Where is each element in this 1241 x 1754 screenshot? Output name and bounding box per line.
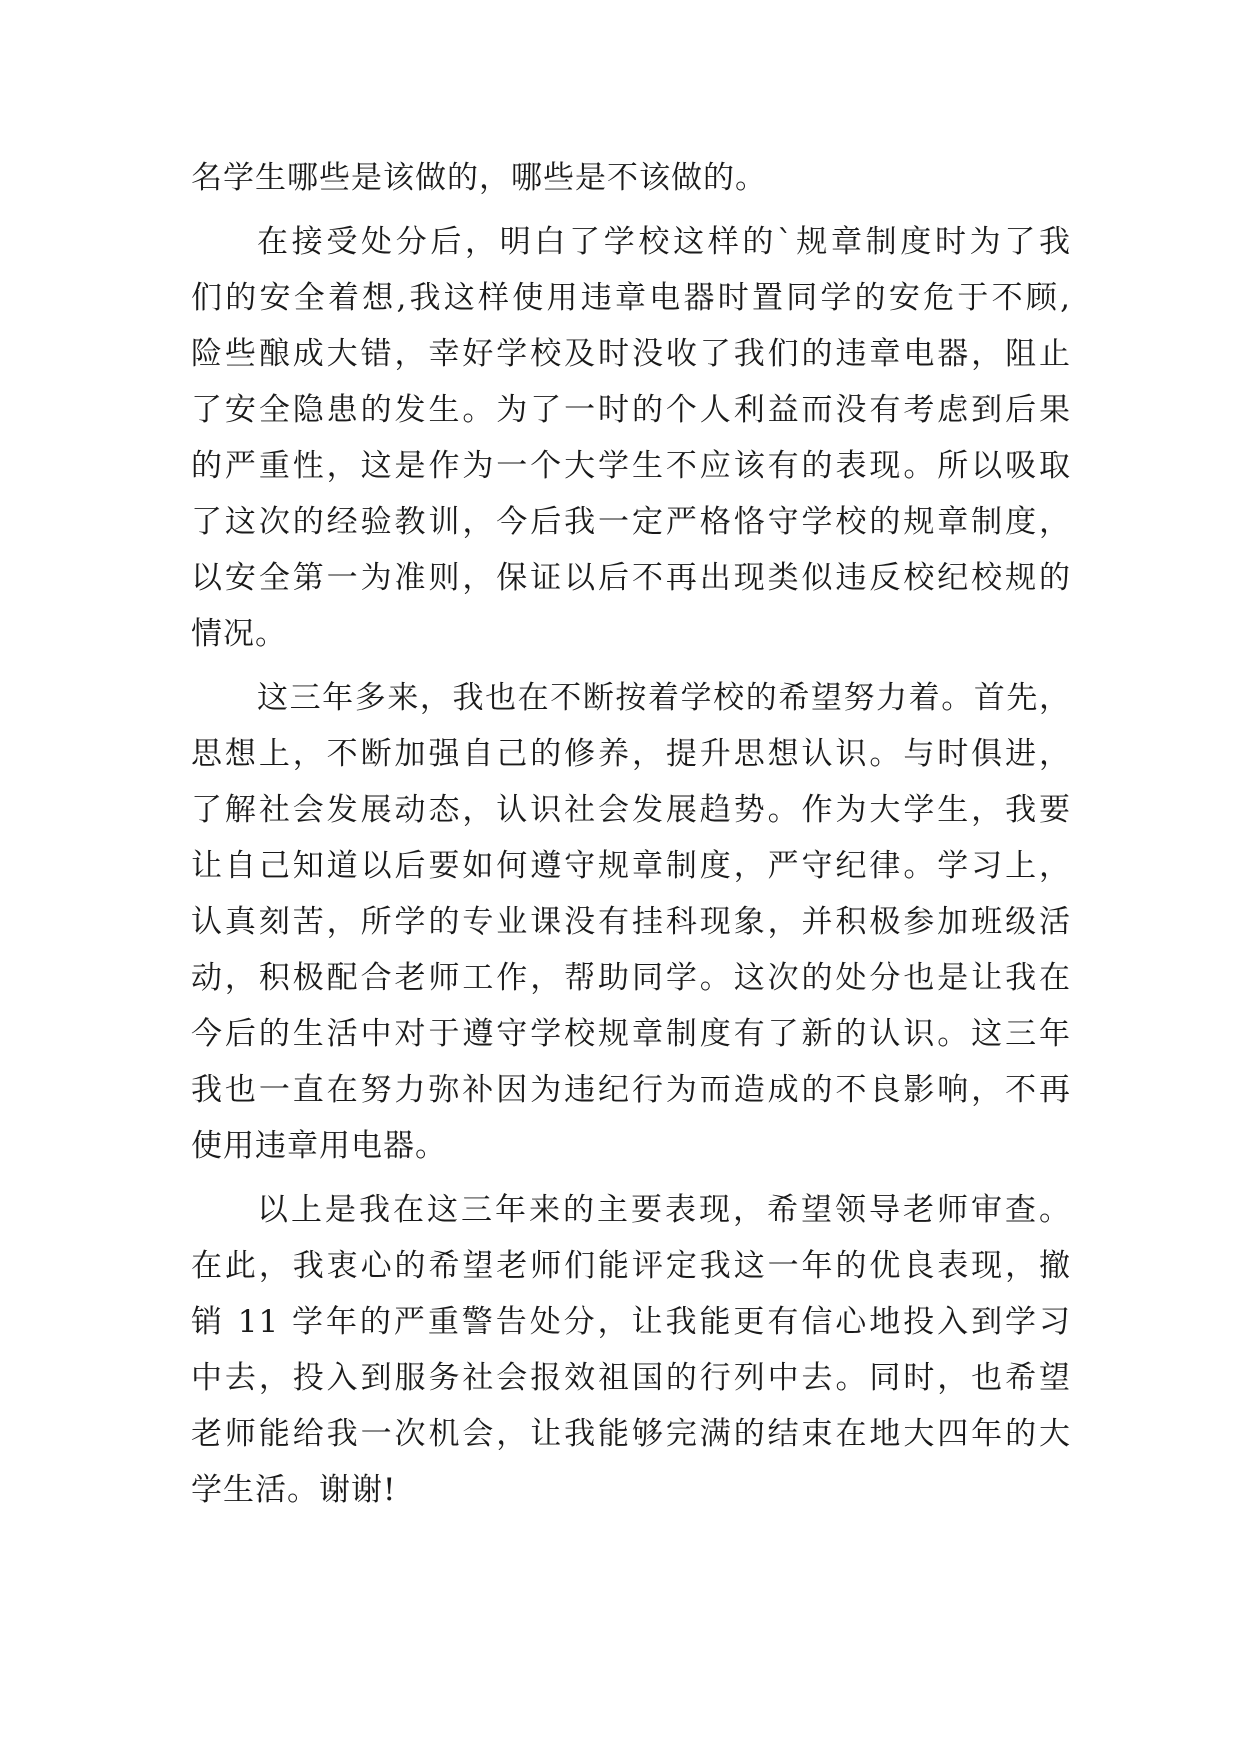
- text-line: 今后的生活中对于遵守学校规章制度有了新的认识。这三年: [191, 1016, 1071, 1052]
- text-line: 让自己知道以后要如何遵守规章制度，严守纪律。学习上，: [191, 848, 1071, 884]
- paragraph: [191, 1182, 1071, 1518]
- text-line: 以上是我在这三年来的主要表现，希望领导老师审查。: [257, 1192, 1071, 1228]
- text-line: 了这次的经验教训，今后我一定严格恪守学校的规章制度，: [191, 504, 1071, 540]
- text-line: 们的安全着想,我这样使用违章电器时置同学的安危于不顾,: [191, 280, 1071, 316]
- text-line: 在此，我衷心的希望老师们能评定我这一年的优良表现，撤: [191, 1248, 1071, 1284]
- text-line: 这三年多来，我也在不断按着学校的希望努力着。首先，: [257, 680, 1071, 716]
- text-line: 思想上，不断加强自己的修养，提升思想认识。与时俱进，: [191, 736, 1071, 772]
- text-line: 中去，投入到服务社会报效祖国的行列中去。同时，也希望: [191, 1360, 1071, 1396]
- text-line: 我也一直在努力弥补因为违纪行为而造成的不良影响，不再: [191, 1072, 1071, 1108]
- text-line: 在接受处分后，明白了学校这样的`规章制度时为了我: [257, 224, 1071, 260]
- text-line: 险些酿成大错，幸好学校及时没收了我们的违章电器，阻止: [191, 336, 1071, 372]
- text-line: 动，积极配合老师工作，帮助同学。这次的处分也是让我在: [191, 960, 1071, 996]
- text-line: 学生活。谢谢!: [191, 1472, 397, 1508]
- text-line: 认真刻苦，所学的专业课没有挂科现象，并积极参加班级活: [191, 904, 1071, 940]
- text-line: 使用违章用电器。: [191, 1128, 447, 1164]
- text-line: 了安全隐患的发生。为了一时的个人利益而没有考虑到后果: [191, 392, 1071, 428]
- text-line: 的严重性，这是作为一个大学生不应该有的表现。所以吸取: [191, 448, 1071, 484]
- text-line: 以安全第一为准则，保证以后不再出现类似违反校纪校规的: [191, 560, 1071, 596]
- text-line: 名学生哪些是该做的，哪些是不该做的。: [191, 160, 767, 196]
- paragraph: [191, 214, 1071, 662]
- text-line: 销 11 学年的严重警告处分，让我能更有信心地投入到学习: [191, 1304, 1071, 1340]
- paragraph: [191, 150, 1071, 206]
- text-line: 情况。: [191, 616, 287, 652]
- text-line: 老师能给我一次机会，让我能够完满的结束在地大四年的大: [191, 1416, 1071, 1452]
- document-body: [191, 150, 1071, 1518]
- paragraph: [191, 670, 1071, 1174]
- text-line: 了解社会发展动态，认识社会发展趋势。作为大学生，我要: [191, 792, 1071, 828]
